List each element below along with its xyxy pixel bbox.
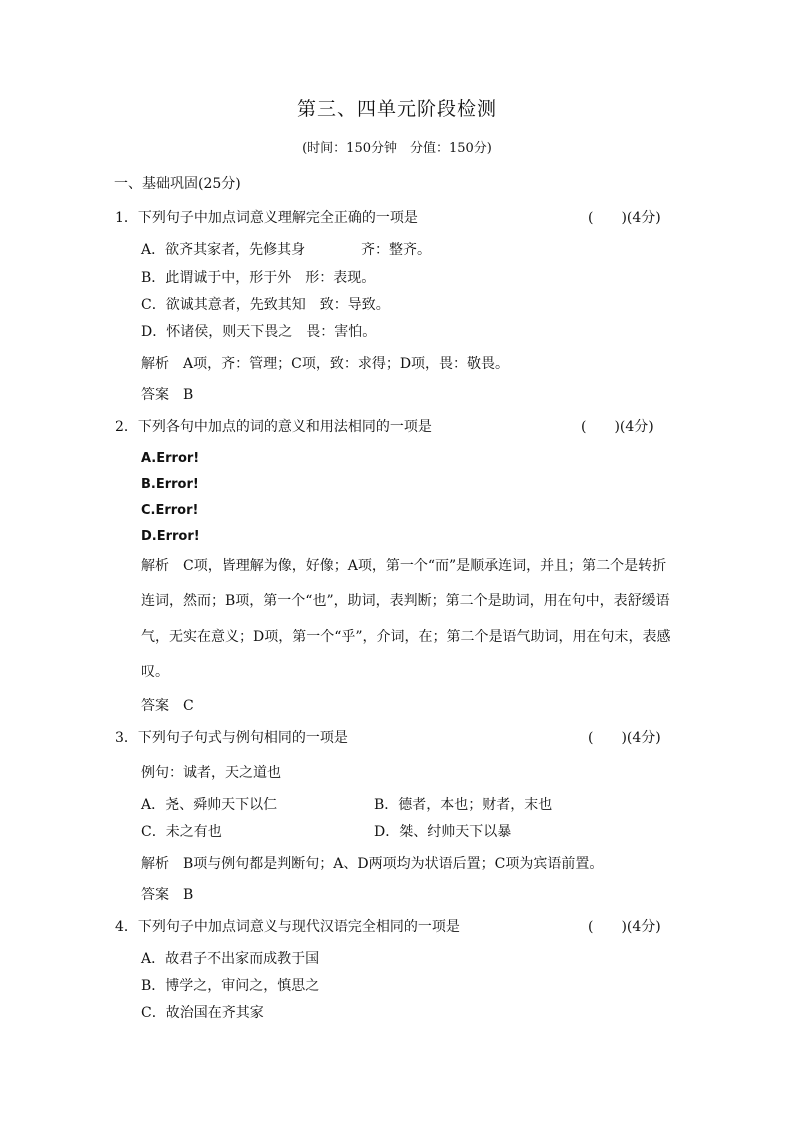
question-4-score: ( )(4分) (588, 919, 661, 935)
question-1-analysis: 解析 A项，齐：管理；C项，致：求得；D项，畏：敬畏。 (141, 356, 510, 372)
question-2-analysis-line-2: 连词，然而；B项，第一个“也”，助词，表判断；第二个是助词，用在句中，表舒缓语 (141, 593, 670, 609)
question-1-option-b: B．此谓诚于中，形于外 形：表现。 (141, 270, 376, 286)
question-1-option-c: C．欲诚其意者，先致其知 致：导致。 (141, 297, 390, 313)
question-3-option-d: D．桀、纣帅天下以暴 (374, 824, 512, 840)
exam-info: (时间：150分钟 分值：150分) (302, 141, 492, 156)
question-2-option-b: B.Error! (141, 477, 199, 492)
question-1-score: ( )(4分) (588, 210, 661, 226)
question-1-option-a: A．欲齐其家者，先修其身 (141, 242, 306, 258)
question-1-answer: 答案 B (141, 387, 194, 403)
question-1-stem: 1．下列句子中加点词意义理解完全正确的一项是 (115, 210, 418, 226)
question-2-score: ( )(4分) (581, 419, 654, 435)
question-4-option-a: A．故君子不出家而成教于国 (141, 951, 320, 967)
question-2-option-d: D.Error! (141, 529, 200, 544)
question-3-score: ( )(4分) (588, 730, 661, 746)
question-3-option-c: C．未之有也 (141, 824, 222, 840)
question-3-analysis: 解析 B项与例句都是判断句；A、D两项均为状语后置；C项为宾语前置。 (141, 856, 604, 872)
question-2-option-a: A.Error! (141, 451, 200, 466)
question-1-option-d: D．怀诸侯，则天下畏之 畏：害怕。 (141, 324, 377, 340)
question-3-stem: 3．下列句子句式与例句相同的一项是 (115, 730, 348, 746)
question-4-option-b: B．博学之，审问之，慎思之 (141, 978, 320, 994)
question-2-stem: 2．下列各句中加点的词的意义和用法相同的一项是 (115, 419, 432, 435)
question-3-example: 例句：诚者，天之道也 (141, 765, 281, 781)
question-2-option-c: C.Error! (141, 503, 199, 518)
question-3-option-a: A．尧、舜帅天下以仁 (141, 797, 278, 813)
question-2-analysis-line-3: 气，无实在意义；D项，第一个“乎”，介词，在；第二个是语气助词，用在句末，表感 (141, 629, 671, 645)
question-3-answer: 答案 B (141, 887, 194, 903)
question-2-analysis-line-1: 解析 C项，皆理解为像，好像；A项，第一个“而”是顺承连词，并且；第二个是转折 (141, 558, 667, 574)
question-3-option-b: B．德者，本也；财者，末也 (374, 797, 553, 813)
question-4-option-c: C．故治国在齐其家 (141, 1005, 264, 1021)
page-title: 第三、四单元阶段检测 (296, 98, 497, 120)
question-2-answer: 答案 C (141, 698, 194, 714)
question-2-analysis-line-4: 叹。 (141, 664, 169, 680)
section-heading: 一、基础巩固(25分) (114, 176, 241, 192)
question-1-option-a-gloss: 齐：整齐。 (361, 242, 431, 258)
question-4-stem: 4．下列句子中加点词意义与现代汉语完全相同的一项是 (115, 919, 460, 935)
